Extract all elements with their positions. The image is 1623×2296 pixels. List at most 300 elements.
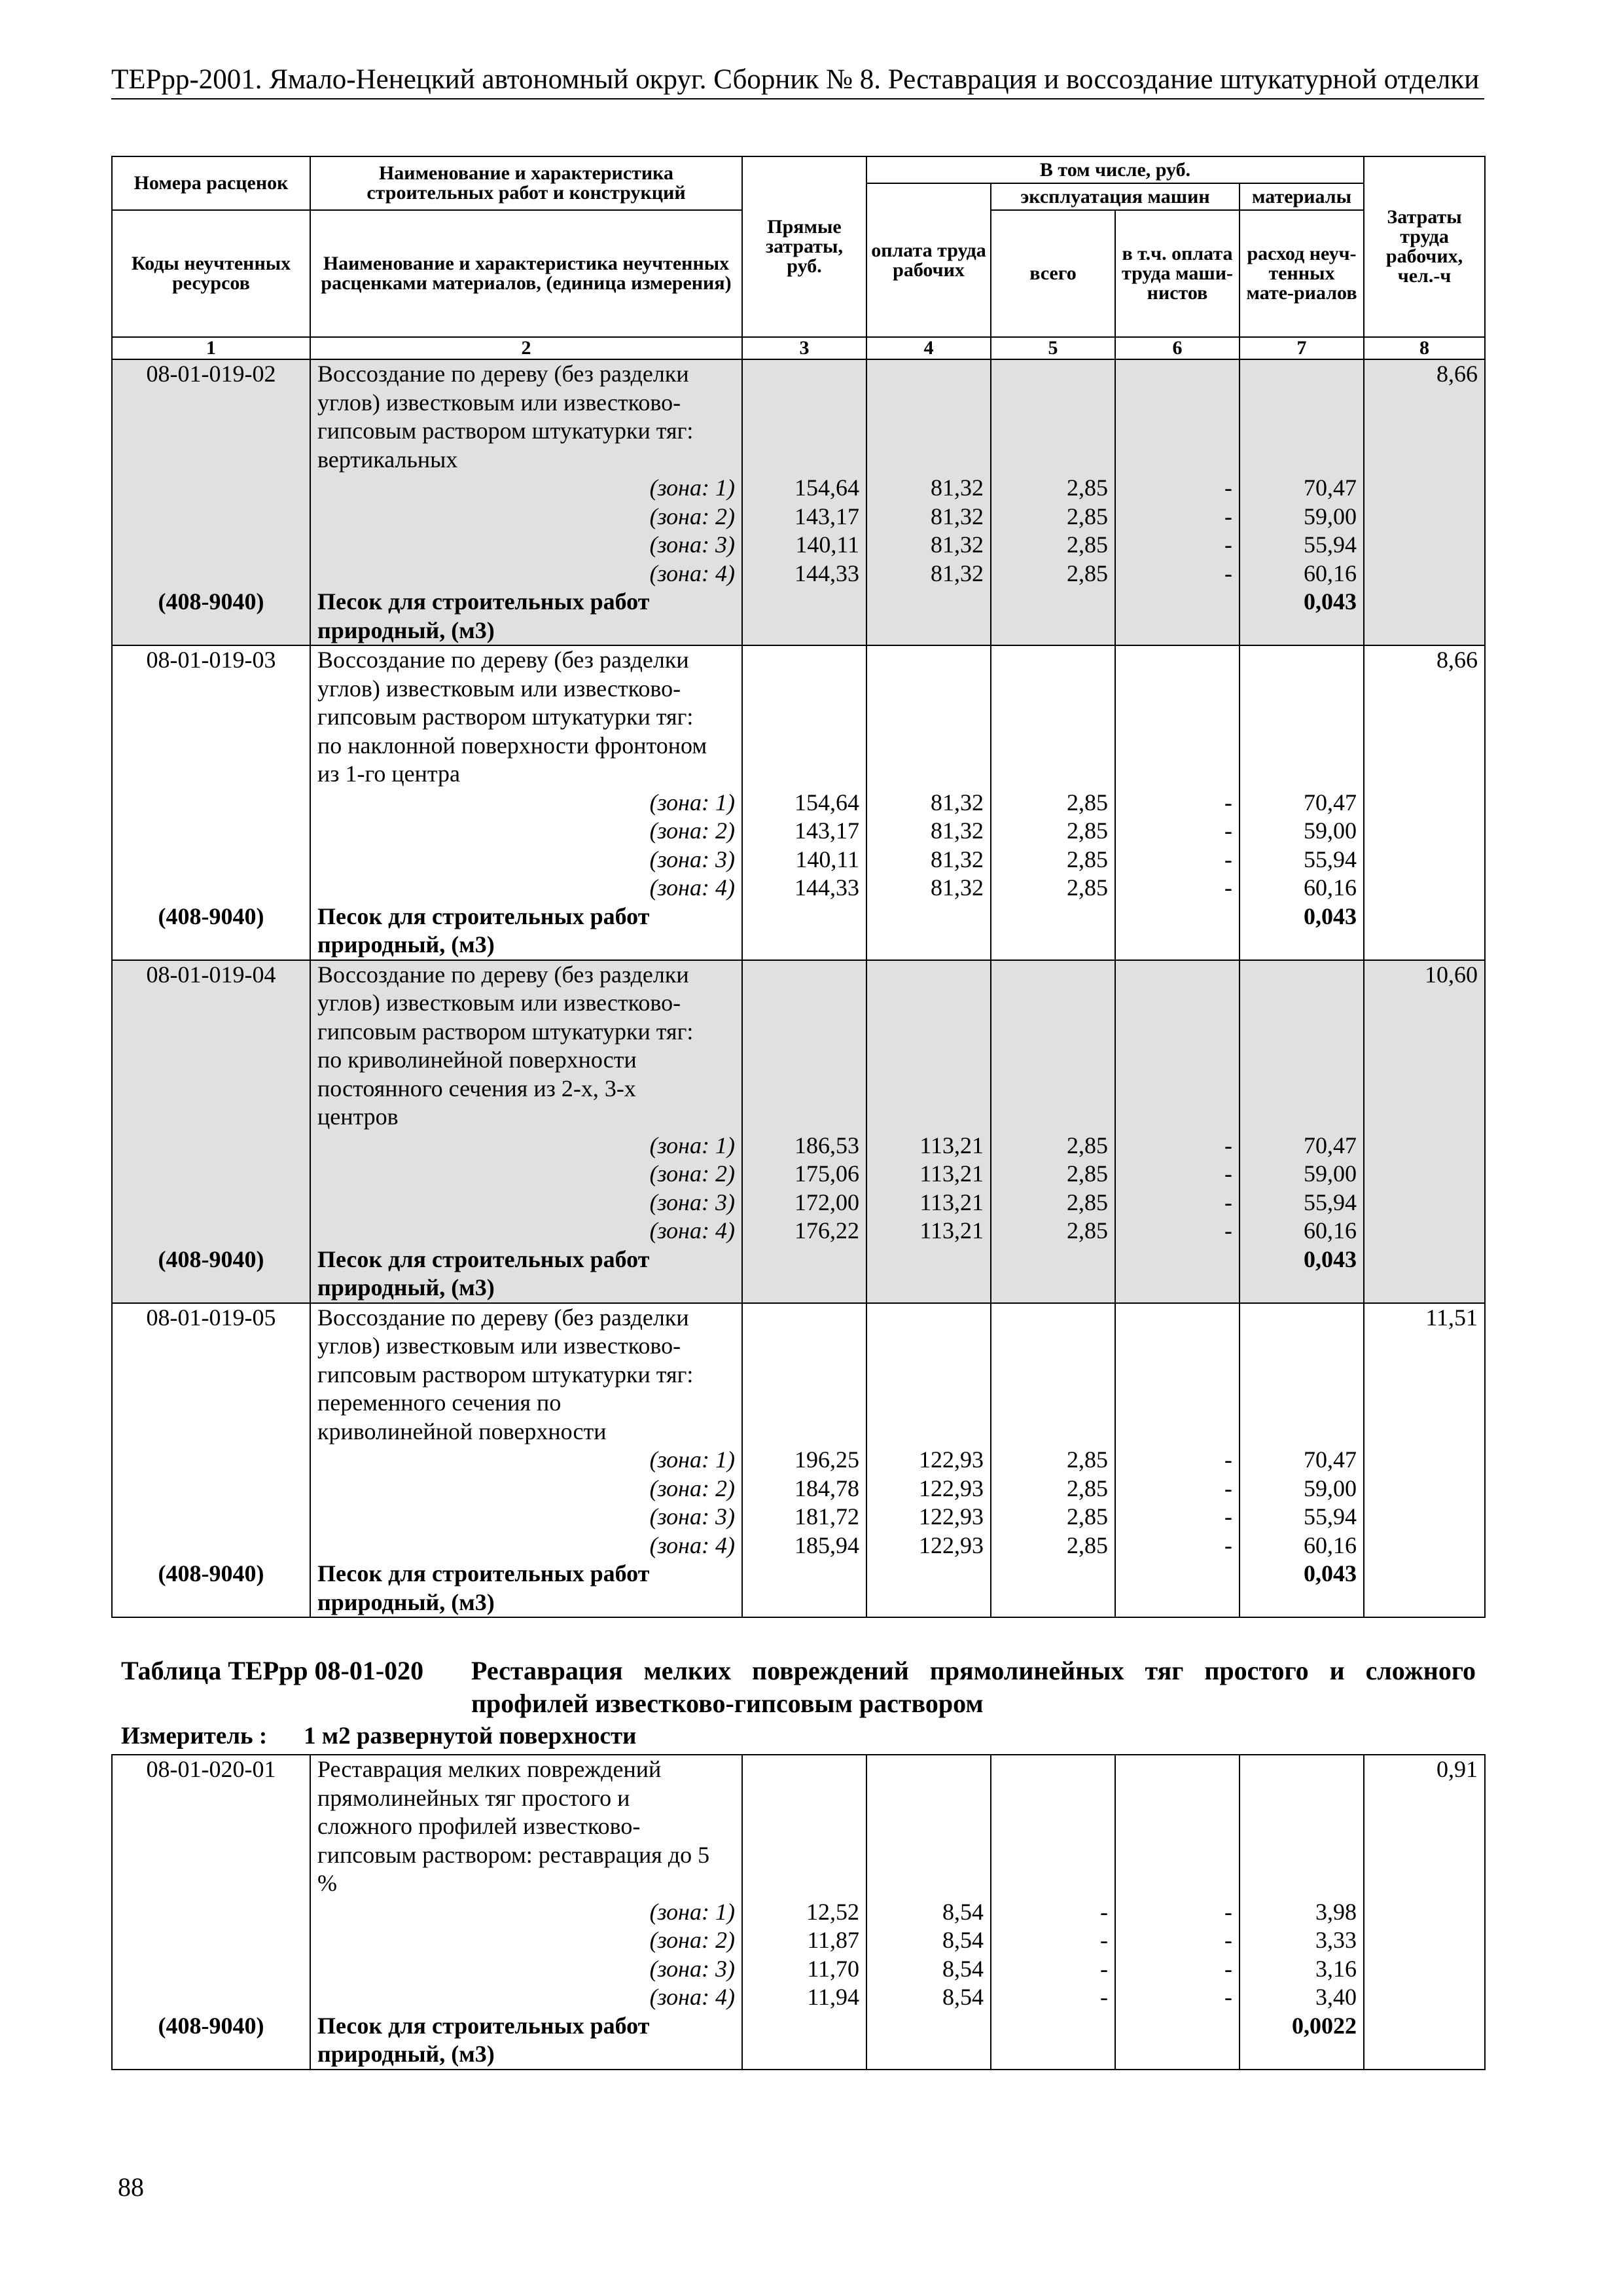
empty-cell: [1364, 1588, 1485, 1618]
empty-cell: [1240, 1755, 1364, 1784]
empty-cell: [112, 675, 310, 704]
machines-total: 2,85: [991, 789, 1115, 817]
machines-total: 2,85: [991, 1446, 1115, 1475]
zone-label: (зона: 1): [310, 1898, 742, 1927]
table-row: [112, 1784, 1485, 1813]
materials: 3,33: [1240, 1926, 1364, 1955]
empty-cell: [1115, 703, 1240, 732]
empty-cell: [1240, 1361, 1364, 1390]
zone-label: (зона: 3): [310, 1189, 742, 1217]
empty-cell: [866, 960, 991, 990]
zone-row: [112, 1983, 1485, 2012]
empty-cell: [742, 703, 866, 732]
table-row: [112, 1361, 1485, 1390]
wages: 122,93: [866, 1475, 991, 1503]
rate-name-line: Воссоздание по дереву (без разделки: [310, 359, 742, 389]
table-row: [112, 1075, 1485, 1103]
empty-cell: [866, 1361, 991, 1390]
rate-name-line: %: [310, 1869, 742, 1898]
resource-name-line: Песок для строительных работ: [310, 1560, 742, 1588]
empty-cell: [866, 760, 991, 789]
machines-total: 2,85: [991, 560, 1115, 588]
materials: 55,94: [1240, 1503, 1364, 1532]
empty-cell: [1240, 617, 1364, 646]
table-row: [112, 760, 1485, 789]
resource-name-line: природный, (м3): [310, 1274, 742, 1303]
empty-cell: [1364, 417, 1485, 446]
machines-total: 2,85: [991, 1475, 1115, 1503]
page-number: 88: [118, 2172, 144, 2202]
empty-cell: [991, 359, 1115, 389]
materials: 60,16: [1240, 874, 1364, 903]
direct-costs: 143,17: [742, 817, 866, 846]
rate-name-line: Воссоздание по дереву (без разделки: [310, 1303, 742, 1333]
empty-cell: [112, 1869, 310, 1898]
zone-label: (зона: 2): [310, 817, 742, 846]
empty-cell: [991, 1588, 1115, 1618]
empty-cell: [1115, 2012, 1240, 2041]
materials: 3,16: [1240, 1955, 1364, 1984]
machines-total: 2,85: [991, 846, 1115, 874]
direct-costs: 144,33: [742, 560, 866, 588]
empty-cell: [112, 1841, 310, 1870]
empty-cell: [112, 989, 310, 1018]
empty-cell: [1240, 645, 1364, 675]
labor-costs: 8,66: [1364, 645, 1485, 675]
empty-cell: [1364, 760, 1485, 789]
empty-cell: [991, 1046, 1115, 1075]
empty-cell: [1364, 1189, 1485, 1217]
empty-cell: [112, 1926, 310, 1955]
header-rate-numbers: Номера расценок: [112, 156, 310, 210]
empty-cell: [1364, 2012, 1485, 2041]
table-body: [112, 359, 1485, 1617]
rate-code: 08-01-019-04: [112, 960, 310, 990]
rate-name-line: углов) известковым или известково-: [310, 1332, 742, 1361]
empty-cell: [1240, 1018, 1364, 1047]
empty-cell: [1364, 931, 1485, 960]
resource-code: (408-9040): [112, 2012, 310, 2041]
materials: 55,94: [1240, 846, 1364, 874]
table-row: [112, 960, 1485, 990]
empty-cell: [742, 989, 866, 1018]
empty-cell: [112, 1955, 310, 1984]
empty-cell: [742, 359, 866, 389]
empty-cell: [991, 931, 1115, 960]
empty-cell: [1364, 1246, 1485, 1274]
table2-meter: [121, 1721, 636, 1751]
machines-total: 2,85: [991, 874, 1115, 903]
direct-costs: 172,00: [742, 1189, 866, 1217]
wages: 81,32: [866, 531, 991, 560]
empty-cell: [1240, 989, 1364, 1018]
empty-cell: [742, 1869, 866, 1898]
empty-cell: [742, 931, 866, 960]
column-number: 7: [1240, 337, 1364, 359]
empty-cell: [1364, 1160, 1485, 1189]
empty-cell: [1240, 1303, 1364, 1333]
rate-name-line: криволинейной поверхности: [310, 1418, 742, 1446]
empty-cell: [1364, 1361, 1485, 1390]
empty-cell: [1115, 1389, 1240, 1418]
empty-cell: [1115, 1784, 1240, 1813]
empty-cell: [866, 732, 991, 761]
direct-costs: 175,06: [742, 1160, 866, 1189]
empty-cell: [742, 1018, 866, 1047]
materials: 70,47: [1240, 1132, 1364, 1160]
empty-cell: [1115, 903, 1240, 931]
empty-cell: [742, 1046, 866, 1075]
zone-label: (зона: 4): [310, 1217, 742, 1246]
empty-cell: [1364, 675, 1485, 704]
empty-cell: [1240, 1075, 1364, 1103]
direct-costs: 184,78: [742, 1475, 866, 1503]
empty-cell: [866, 645, 991, 675]
empty-cell: [866, 417, 991, 446]
empty-cell: [1364, 1274, 1485, 1303]
machines-total: 2,85: [991, 1160, 1115, 1189]
rate-name-line: углов) известковым или известково-: [310, 389, 742, 418]
column-number: 2: [310, 337, 742, 359]
wages: 113,21: [866, 1217, 991, 1246]
empty-cell: [1115, 960, 1240, 990]
operator-wages: -: [1115, 1475, 1240, 1503]
empty-cell: [112, 703, 310, 732]
empty-cell: [1364, 389, 1485, 418]
empty-cell: [1115, 1274, 1240, 1303]
empty-cell: [1115, 732, 1240, 761]
empty-cell: [866, 2012, 991, 2041]
rate-name-line: сложного профилей известково-: [310, 1812, 742, 1841]
operator-wages: -: [1115, 789, 1240, 817]
machines-total: -: [991, 1955, 1115, 1984]
direct-costs: 176,22: [742, 1217, 866, 1246]
zone-label: (зона: 3): [310, 1955, 742, 1984]
empty-cell: [1240, 675, 1364, 704]
empty-cell: [866, 903, 991, 931]
machines-total: 2,85: [991, 1532, 1115, 1560]
zone-row: [112, 817, 1485, 846]
empty-cell: [112, 1046, 310, 1075]
operator-wages: -: [1115, 817, 1240, 846]
zone-label: (зона: 4): [310, 1532, 742, 1560]
zone-label: (зона: 1): [310, 1446, 742, 1475]
empty-cell: [1364, 2040, 1485, 2070]
rate-name-line: центров: [310, 1103, 742, 1132]
rate-name-line: постоянного сечения из 2-х, 3-х: [310, 1075, 742, 1103]
zone-row: [112, 874, 1485, 903]
empty-cell: [1115, 1841, 1240, 1870]
empty-cell: [1364, 789, 1485, 817]
empty-cell: [1240, 1274, 1364, 1303]
resource-row: [112, 1246, 1485, 1274]
empty-cell: [1115, 1755, 1240, 1784]
empty-cell: [112, 1132, 310, 1160]
empty-cell: [866, 359, 991, 389]
zone-row: [112, 1475, 1485, 1503]
empty-cell: [866, 446, 991, 475]
resource-code: (408-9040): [112, 1246, 310, 1274]
operator-wages: -: [1115, 1446, 1240, 1475]
header-including: В том числе, руб.: [866, 156, 1364, 183]
resource-name-line: природный, (м3): [310, 2040, 742, 2070]
table-row: [112, 1841, 1485, 1870]
empty-cell: [112, 789, 310, 817]
labor-costs: 10,60: [1364, 960, 1485, 990]
resource-consumption: 0,043: [1240, 1246, 1364, 1274]
table2-title: [121, 1655, 1476, 1720]
empty-cell: [742, 1841, 866, 1870]
rate-name-line: гипсовым раствором штукатурки тяг:: [310, 417, 742, 446]
zone-row: [112, 560, 1485, 588]
labor-costs: 11,51: [1364, 1303, 1485, 1333]
resource-consumption: 0,0022: [1240, 2012, 1364, 2041]
empty-cell: [991, 1841, 1115, 1870]
empty-cell: [1364, 560, 1485, 588]
resource-consumption: 0,043: [1240, 903, 1364, 931]
empty-cell: [1364, 1075, 1485, 1103]
rate-code: 08-01-019-02: [112, 359, 310, 389]
empty-cell: [991, 1784, 1115, 1813]
empty-cell: [866, 1784, 991, 1813]
header-labor-costs: Затраты труда рабочих, чел.-ч: [1364, 156, 1485, 337]
empty-cell: [112, 1503, 310, 1532]
resource-row: [112, 1274, 1485, 1303]
empty-cell: [112, 1898, 310, 1927]
table-row: [112, 1755, 1485, 1784]
empty-cell: [1115, 1560, 1240, 1588]
header-total: всего: [991, 210, 1115, 337]
empty-cell: [1364, 588, 1485, 617]
table-row: [112, 1103, 1485, 1132]
machines-total: 2,85: [991, 1503, 1115, 1532]
empty-cell: [742, 1784, 866, 1813]
direct-costs: 154,64: [742, 789, 866, 817]
resource-row: [112, 1560, 1485, 1588]
empty-cell: [1240, 960, 1364, 990]
zone-row: [112, 503, 1485, 531]
machines-total: 2,85: [991, 503, 1115, 531]
materials: 3,98: [1240, 1898, 1364, 1927]
empty-cell: [1364, 1046, 1485, 1075]
rate-name-line: прямолинейных тяг простого и: [310, 1784, 742, 1813]
table2-body: [112, 1755, 1485, 2070]
wages: 122,93: [866, 1446, 991, 1475]
resource-name-line: Песок для строительных работ: [310, 588, 742, 617]
operator-wages: -: [1115, 874, 1240, 903]
empty-cell: [742, 1560, 866, 1588]
rate-name-line: переменного сечения по: [310, 1389, 742, 1418]
empty-cell: [1240, 446, 1364, 475]
empty-cell: [991, 1418, 1115, 1446]
empty-cell: [1240, 417, 1364, 446]
wages: 8,54: [866, 1983, 991, 2012]
empty-cell: [742, 645, 866, 675]
wages: 81,32: [866, 846, 991, 874]
empty-cell: [991, 760, 1115, 789]
empty-cell: [112, 760, 310, 789]
wages: 81,32: [866, 789, 991, 817]
resource-name-line: Песок для строительных работ: [310, 1246, 742, 1274]
empty-cell: [1115, 1332, 1240, 1361]
materials: 70,47: [1240, 1446, 1364, 1475]
meter-unit: 1 м2 развернутой поверхности: [304, 1723, 637, 1749]
rate-name-line: углов) известковым или известково-: [310, 675, 742, 704]
empty-cell: [1240, 1869, 1364, 1898]
wages: 113,21: [866, 1189, 991, 1217]
empty-cell: [1115, 1046, 1240, 1075]
machines-total: -: [991, 1926, 1115, 1955]
empty-cell: [866, 1274, 991, 1303]
rate-name-line: Воссоздание по дереву (без разделки: [310, 960, 742, 990]
table-row: [112, 645, 1485, 675]
wages: 122,93: [866, 1503, 991, 1532]
table-row: [112, 989, 1485, 1018]
empty-cell: [1240, 389, 1364, 418]
empty-cell: [1115, 989, 1240, 1018]
zone-label: (зона: 4): [310, 560, 742, 588]
empty-cell: [1115, 389, 1240, 418]
rate-code: 08-01-019-03: [112, 645, 310, 675]
empty-cell: [1364, 1898, 1485, 1927]
zone-label: (зона: 2): [310, 1475, 742, 1503]
empty-cell: [1364, 1446, 1485, 1475]
empty-cell: [1240, 732, 1364, 761]
empty-cell: [1240, 1588, 1364, 1618]
empty-cell: [866, 1418, 991, 1446]
zone-label: (зона: 2): [310, 1926, 742, 1955]
header-resource-codes: Коды неучтенных ресурсов: [112, 210, 310, 337]
empty-cell: [1364, 1841, 1485, 1870]
materials: 70,47: [1240, 789, 1364, 817]
empty-cell: [112, 617, 310, 646]
direct-costs: 181,72: [742, 1503, 866, 1532]
empty-cell: [1240, 1418, 1364, 1446]
empty-cell: [1115, 1812, 1240, 1841]
resource-name-line: природный, (м3): [310, 617, 742, 646]
empty-cell: [742, 1303, 866, 1333]
resource-row: [112, 1588, 1485, 1618]
table-row: [112, 1332, 1485, 1361]
empty-cell: [1364, 531, 1485, 560]
empty-cell: [112, 474, 310, 503]
empty-cell: [866, 703, 991, 732]
empty-cell: [112, 503, 310, 531]
wages: 81,32: [866, 474, 991, 503]
zone-row: [112, 789, 1485, 817]
resource-consumption: 0,043: [1240, 1560, 1364, 1588]
empty-cell: [991, 2012, 1115, 2041]
empty-cell: [742, 446, 866, 475]
wages: 122,93: [866, 1532, 991, 1560]
wages: 113,21: [866, 1132, 991, 1160]
empty-cell: [112, 560, 310, 588]
zone-label: (зона: 2): [310, 503, 742, 531]
empty-cell: [866, 1560, 991, 1588]
direct-costs: 11,87: [742, 1926, 866, 1955]
empty-cell: [112, 446, 310, 475]
header-materials: материалы: [1240, 183, 1364, 210]
direct-costs: 140,11: [742, 846, 866, 874]
empty-cell: [112, 1784, 310, 1813]
operator-wages: -: [1115, 1132, 1240, 1160]
empty-cell: [1115, 645, 1240, 675]
zone-row: [112, 1955, 1485, 1984]
empty-cell: [742, 1246, 866, 1274]
empty-cell: [991, 1303, 1115, 1333]
empty-cell: [866, 1303, 991, 1333]
empty-cell: [1115, 588, 1240, 617]
rate-name-line: Воссоздание по дереву (без разделки: [310, 645, 742, 675]
table-row: [112, 1303, 1485, 1333]
header-work-name: Наименование и характеристика строительных работ и конструкций: [310, 156, 742, 210]
empty-cell: [866, 931, 991, 960]
empty-cell: [742, 903, 866, 931]
empty-cell: [742, 1389, 866, 1418]
empty-cell: [866, 1103, 991, 1132]
direct-costs: 196,25: [742, 1446, 866, 1475]
empty-cell: [742, 1755, 866, 1784]
direct-costs: 143,17: [742, 503, 866, 531]
machines-total: -: [991, 1983, 1115, 2012]
empty-cell: [112, 1103, 310, 1132]
empty-cell: [112, 874, 310, 903]
column-numbers-row: [112, 337, 1485, 359]
table-row: [112, 675, 1485, 704]
empty-cell: [1115, 446, 1240, 475]
empty-cell: [112, 846, 310, 874]
empty-cell: [112, 1983, 310, 2012]
empty-cell: [742, 417, 866, 446]
empty-cell: [866, 675, 991, 704]
empty-cell: [991, 1389, 1115, 1418]
empty-cell: [742, 1332, 866, 1361]
empty-cell: [1115, 1103, 1240, 1132]
empty-cell: [1115, 760, 1240, 789]
zone-row: [112, 1446, 1485, 1475]
operator-wages: -: [1115, 846, 1240, 874]
materials: 59,00: [1240, 817, 1364, 846]
rate-name-line: вертикальных: [310, 446, 742, 475]
direct-costs: 186,53: [742, 1132, 866, 1160]
empty-cell: [1364, 732, 1485, 761]
empty-cell: [866, 1389, 991, 1418]
empty-cell: [742, 1418, 866, 1446]
empty-cell: [742, 1361, 866, 1390]
empty-cell: [991, 417, 1115, 446]
rate-name-line: гипсовым раствором штукатурки тяг:: [310, 703, 742, 732]
header-wages: оплата труда рабочих: [866, 183, 991, 337]
empty-cell: [991, 960, 1115, 990]
empty-cell: [112, 2040, 310, 2070]
operator-wages: -: [1115, 1898, 1240, 1927]
wages: 8,54: [866, 1955, 991, 1984]
empty-cell: [991, 1075, 1115, 1103]
empty-cell: [1364, 617, 1485, 646]
empty-cell: [1364, 1955, 1485, 1984]
meter-label: Измеритель :: [121, 1723, 268, 1749]
empty-cell: [1240, 931, 1364, 960]
empty-cell: [866, 2040, 991, 2070]
empty-cell: [1364, 1503, 1485, 1532]
empty-cell: [991, 1361, 1115, 1390]
empty-cell: [742, 1103, 866, 1132]
empty-cell: [1115, 359, 1240, 389]
zone-row: [112, 1532, 1485, 1560]
column-number: 3: [742, 337, 866, 359]
empty-cell: [991, 1246, 1115, 1274]
empty-cell: [991, 903, 1115, 931]
